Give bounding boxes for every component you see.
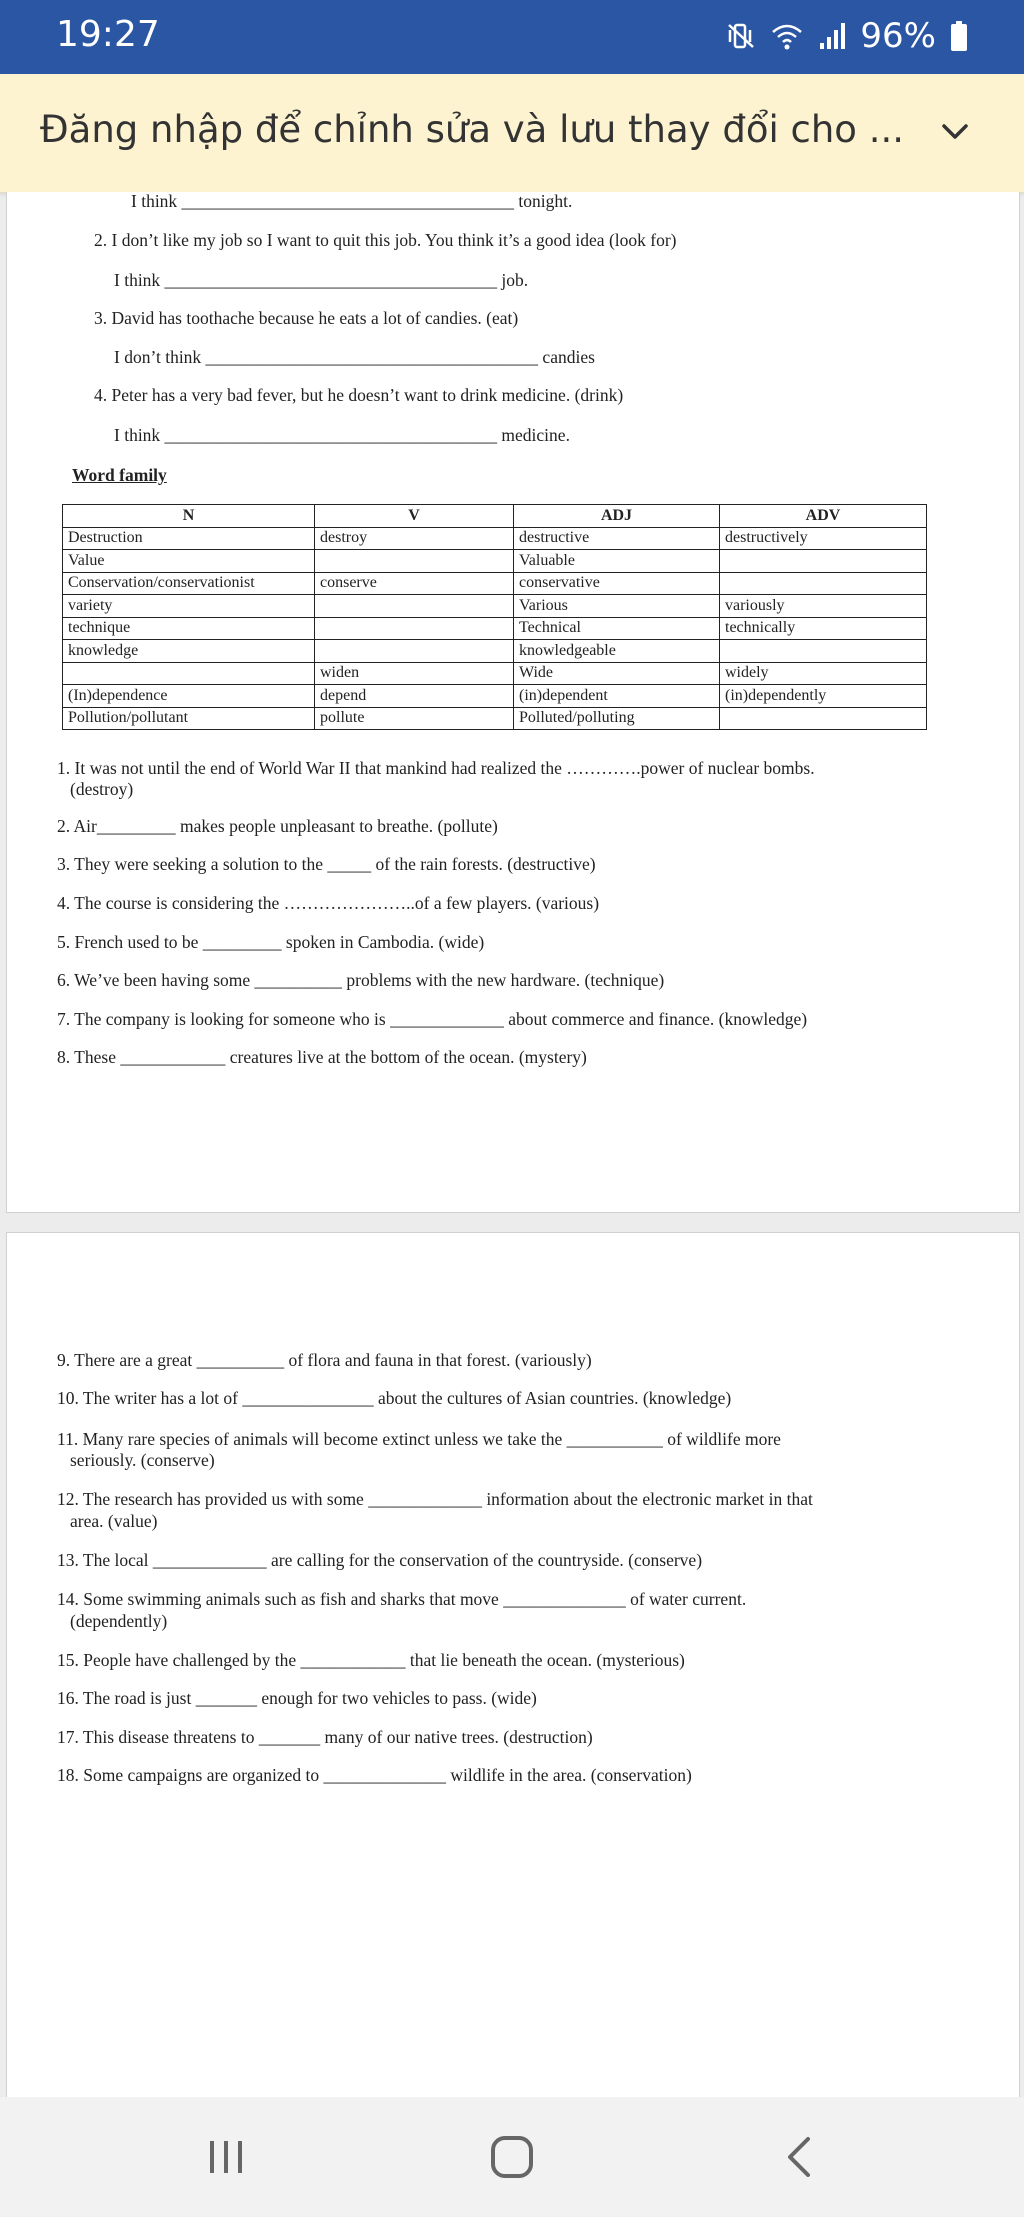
- table-cell: (In)dependence: [63, 685, 315, 708]
- table-cell: Value: [63, 550, 315, 573]
- table-cell: Polluted/polluting: [514, 707, 720, 730]
- table-cell: Destruction: [63, 527, 315, 550]
- exercise-line: 2. I don’t like my job so I want to quit this job. You think it’s a good idea (look for): [94, 230, 677, 250]
- question-line: 10. The writer has a lot of _______________ about the cultures of Asian countries. (knowledge): [57, 1388, 732, 1408]
- back-icon[interactable]: [778, 2135, 822, 2183]
- table-cell: conservative: [514, 572, 720, 595]
- question-line: 7. The company is looking for someone who is _____________ about commerce and finance. (knowledge): [57, 1009, 808, 1029]
- status-bar: [0, 0, 1024, 74]
- question-line: 12. The research has provided us with some _____________ information about the electronic market in that: [57, 1489, 813, 1509]
- table-cell: Wide: [514, 662, 720, 685]
- table-cell: [315, 595, 514, 618]
- table-cell: knowledgeable: [514, 640, 720, 663]
- question-line: 3. They were seeking a solution to the _____ of the rain forests. (destructive): [57, 854, 596, 874]
- document-page-2: [6, 1232, 1020, 2099]
- table-cell: destructively: [720, 527, 927, 550]
- question-line: 14. Some swimming animals such as fish and sharks that move ______________ of water current.: [57, 1589, 747, 1609]
- table-cell: [63, 662, 315, 685]
- table-cell: [720, 640, 927, 663]
- table-cell: Pollution/pollutant: [63, 707, 315, 730]
- question-line: 11. Many rare species of animals will become extinct unless we take the ___________ of wildlife more: [57, 1429, 781, 1449]
- sign-in-banner[interactable]: [0, 74, 1024, 193]
- table-cell: widely: [720, 662, 927, 685]
- banner-text: Đăng nhập để chỉnh sửa và lưu thay đổi cho ...: [40, 108, 904, 151]
- table-cell: destructive: [514, 527, 720, 550]
- table-row: [63, 662, 927, 685]
- table-row: [63, 640, 927, 663]
- table-row: [63, 595, 927, 618]
- table-cell: variety: [63, 595, 315, 618]
- mute-vibrate-icon: [726, 21, 756, 51]
- question-line: 8. These ____________ creatures live at the bottom of the ocean. (mystery): [57, 1047, 587, 1067]
- question-line: 9. There are a great __________ of flora and fauna in that forest. (variously): [57, 1350, 592, 1370]
- table-cell: widen: [315, 662, 514, 685]
- table-row: [63, 550, 927, 573]
- table-cell: Various: [514, 595, 720, 618]
- table-row: [63, 707, 927, 730]
- status-time: 19:27: [56, 14, 160, 55]
- table-row: [63, 527, 927, 550]
- question-line: (destroy): [70, 779, 134, 799]
- table-row: [63, 617, 927, 640]
- table-cell: (in)dependently: [720, 685, 927, 708]
- chevron-down-icon[interactable]: [938, 114, 972, 152]
- recent-apps-icon[interactable]: [204, 2135, 248, 2183]
- question-line: 17. This disease threatens to _______ many of our native trees. (destruction): [57, 1727, 593, 1747]
- table-cell: knowledge: [63, 640, 315, 663]
- table-cell: conserve: [315, 572, 514, 595]
- table-cell: [315, 617, 514, 640]
- question-line: 16. The road is just _______ enough for two vehicles to pass. (wide): [57, 1688, 537, 1708]
- exercise-line: I think ______________________________________ medicine.: [114, 425, 570, 445]
- table-header: ADJ: [514, 505, 720, 528]
- table-cell: [720, 550, 927, 573]
- wifi-icon: [770, 21, 804, 51]
- question-line: 6. We’ve been having some __________ problems with the new hardware. (technique): [57, 970, 665, 990]
- home-icon[interactable]: [490, 2135, 534, 2183]
- table-cell: Conservation/conservationist: [63, 572, 315, 595]
- table-cell: variously: [720, 595, 927, 618]
- table-cell: [315, 640, 514, 663]
- table-cell: pollute: [315, 707, 514, 730]
- exercise-line: 3. David has toothache because he eats a lot of candies. (eat): [94, 308, 519, 328]
- question-line: area. (value): [70, 1511, 158, 1531]
- exercise-line: 4. Peter has a very bad fever, but he doesn’t want to drink medicine. (drink): [94, 385, 624, 405]
- word-family-table: [62, 504, 927, 730]
- table-row: [63, 572, 927, 595]
- table-cell: (in)dependent: [514, 685, 720, 708]
- question-line: 18. Some campaigns are organized to ______________ wildlife in the area. (conservation): [57, 1765, 692, 1785]
- table-cell: Technical: [514, 617, 720, 640]
- table-cell: technically: [720, 617, 927, 640]
- table-cell: [315, 550, 514, 573]
- question-line: 2. Air_________ makes people unpleasant to breathe. (pollute): [57, 816, 498, 836]
- table-cell: [720, 707, 927, 730]
- exercise-line: I think ______________________________________ tonight.: [131, 191, 573, 211]
- question-line: 4. The course is considering the …………………..of a few players. (various): [57, 893, 600, 913]
- battery-icon: [950, 20, 968, 52]
- table-cell: Valuable: [514, 550, 720, 573]
- document-page-1: [6, 192, 1020, 1213]
- question-line: 5. French used to be _________ spoken in Cambodia. (wide): [57, 932, 485, 952]
- word-family-heading: Word family: [72, 465, 167, 485]
- table-row: [63, 685, 927, 708]
- exercise-line: I don’t think ______________________________________ candies: [114, 347, 595, 367]
- question-line: 1. It was not until the end of World War II that mankind had realized the ………….power of nuclear bombs.: [57, 758, 815, 778]
- question-line: 13. The local _____________ are calling for the conservation of the countryside. (conserve): [57, 1550, 703, 1570]
- table-header-row: [63, 505, 927, 528]
- table-header: N: [63, 505, 315, 528]
- navigation-bar: [0, 2097, 1024, 2217]
- question-line: seriously. (conserve): [70, 1450, 215, 1470]
- table-header: ADV: [720, 505, 927, 528]
- question-line: (dependently): [70, 1611, 168, 1631]
- battery-percent: 96%: [860, 16, 936, 56]
- table-cell: technique: [63, 617, 315, 640]
- table-cell: depend: [315, 685, 514, 708]
- table-cell: [720, 572, 927, 595]
- signal-icon: [818, 21, 846, 51]
- exercise-line: I think ______________________________________ job.: [114, 270, 529, 290]
- table-header: V: [315, 505, 514, 528]
- table-cell: destroy: [315, 527, 514, 550]
- question-line: 15. People have challenged by the ____________ that lie beneath the ocean. (mysterious): [57, 1650, 685, 1670]
